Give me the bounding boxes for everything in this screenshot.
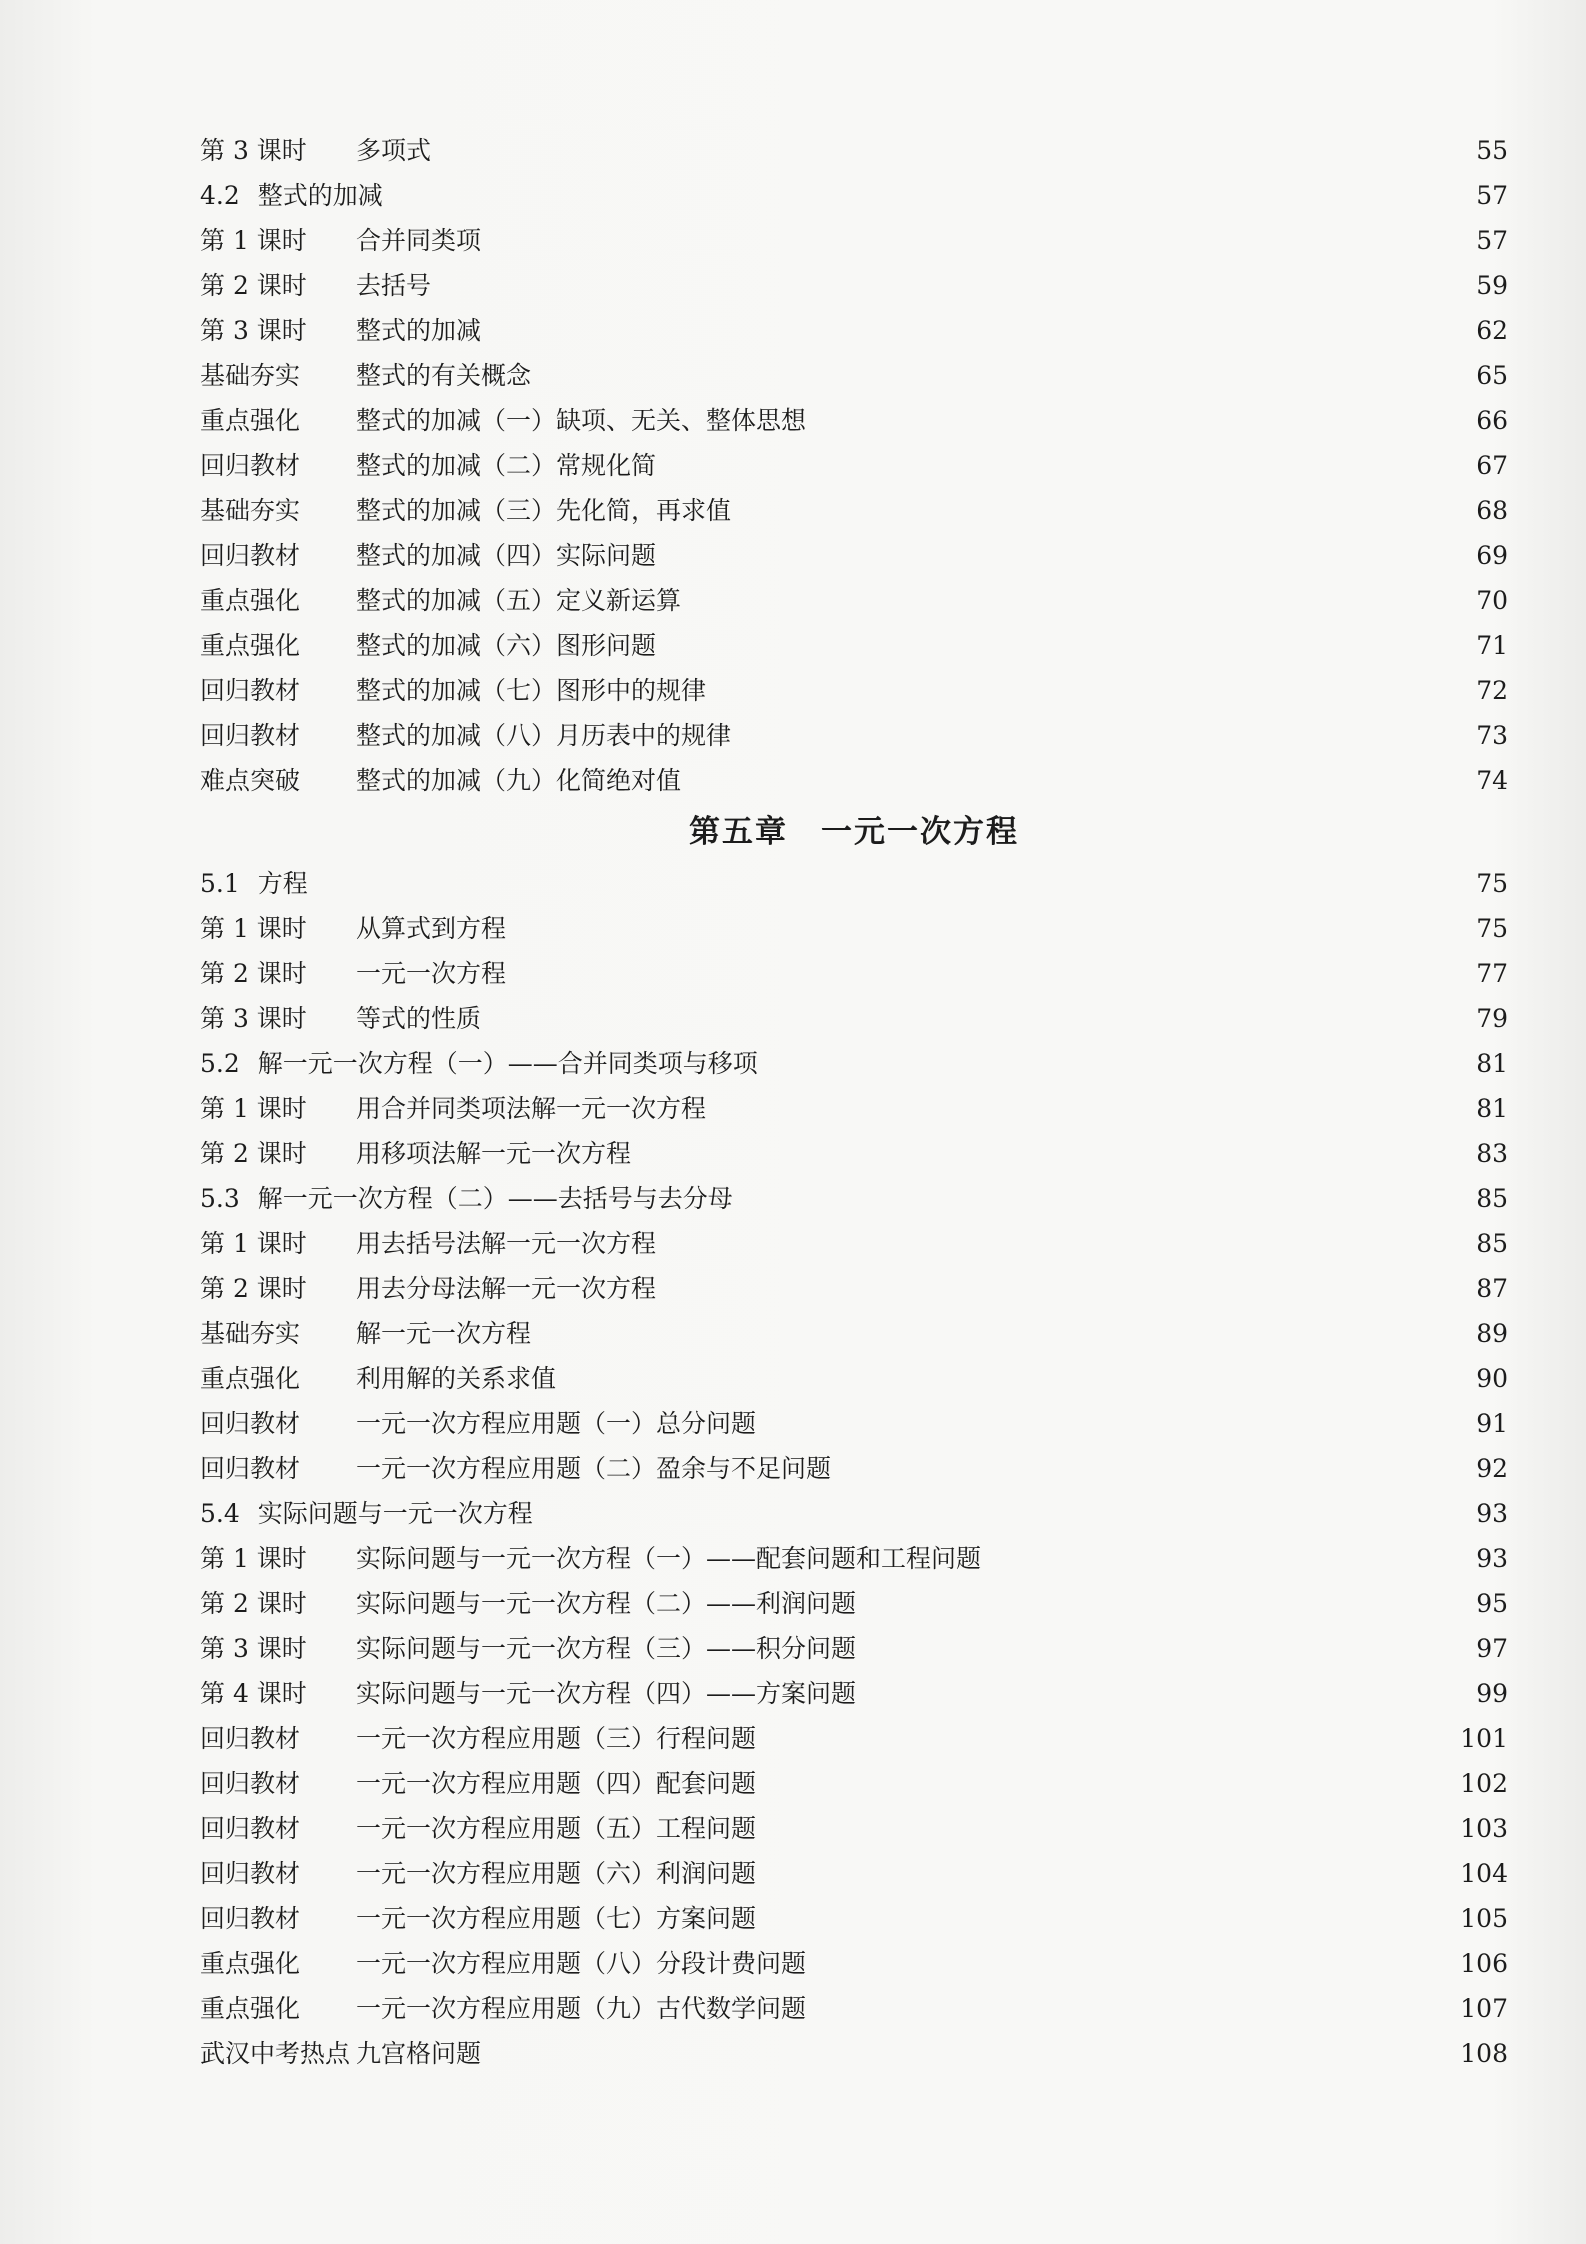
dot-leader	[760, 1851, 1456, 1896]
toc-entry-prefix: 回归教材	[200, 1814, 301, 1843]
toc-entry-page-number: 81	[1476, 1094, 1508, 1123]
dot-leader	[760, 1896, 1456, 1941]
toc-entry-title: 等式的性质	[356, 1004, 482, 1033]
dot-leader	[810, 1986, 1456, 2031]
dot-leader	[810, 1941, 1456, 1986]
toc-entry-page-number: 81	[1476, 1049, 1508, 1078]
toc-entry-page-number: 79	[1476, 1004, 1508, 1033]
toc-entry-page-number: 75	[1476, 869, 1508, 898]
toc-entry-title: 整式的加减（四）实际问题	[356, 541, 657, 570]
toc-entry-prefix: 难点突破	[200, 766, 301, 795]
toc-entry-title: 解一元一次方程	[356, 1319, 532, 1348]
table-of-contents	[200, 128, 1508, 2076]
toc-entry	[200, 353, 1508, 398]
toc-entry-page-number: 70	[1476, 586, 1508, 615]
toc-entry	[200, 861, 1508, 906]
toc-entry-title: 一元一次方程应用题（一）总分问题	[356, 1409, 757, 1438]
toc-entry	[200, 443, 1508, 488]
toc-entry-title: 从算式到方程	[356, 914, 507, 943]
toc-entry	[200, 713, 1508, 758]
toc-entry-page-number: 108	[1460, 2039, 1508, 2068]
toc-entry	[200, 173, 1508, 218]
dot-leader	[860, 1626, 1468, 1671]
toc-entry-prefix: 重点强化	[200, 1949, 301, 1978]
toc-entry-page-number: 66	[1476, 406, 1508, 435]
toc-entry-title: 用移项法解一元一次方程	[356, 1139, 632, 1168]
toc-entry-page-number: 57	[1476, 181, 1508, 210]
toc-entry-title: 一元一次方程应用题（三）行程问题	[356, 1724, 757, 1753]
toc-entry-prefix: 第 1 课时	[200, 1094, 307, 1123]
toc-entry-title: 实际问题与一元一次方程	[257, 1499, 533, 1528]
toc-entry-prefix: 回归教材	[200, 451, 301, 480]
toc-entry-title: 整式的加减（九）化简绝对值	[356, 766, 682, 795]
toc-entry-prefix: 回归教材	[200, 1859, 301, 1888]
toc-entry-page-number: 92	[1476, 1454, 1508, 1483]
dot-leader	[710, 1086, 1468, 1131]
toc-entry-page-number: 55	[1476, 136, 1508, 165]
toc-entry-prefix: 4.2	[200, 181, 240, 210]
toc-entry	[200, 1131, 1508, 1176]
toc-entry	[200, 1761, 1508, 1806]
toc-entry-page-number: 102	[1460, 1769, 1508, 1798]
toc-entry-title: 一元一次方程应用题（九）古代数学问题	[356, 1994, 807, 2023]
toc-entry-title: 一元一次方程应用题（四）配套问题	[356, 1769, 757, 1798]
dot-leader	[535, 1311, 1468, 1356]
dot-leader	[660, 1221, 1468, 1266]
toc-entry-prefix: 第 4 课时	[200, 1679, 307, 1708]
toc-entry-title: 整式的加减（三）先化简，再求值	[356, 496, 732, 525]
toc-entry-page-number: 59	[1476, 271, 1508, 300]
dot-leader	[735, 713, 1468, 758]
toc-entry-page-number: 69	[1476, 541, 1508, 570]
dot-leader	[735, 488, 1468, 533]
dot-leader	[860, 1671, 1468, 1716]
toc-entry-prefix: 第 1 课时	[200, 1544, 307, 1573]
toc-entry-title: 整式的加减（八）月历表中的规律	[356, 721, 732, 750]
toc-entry-title: 多项式	[356, 136, 432, 165]
toc-entry-page-number: 77	[1476, 959, 1508, 988]
toc-entry	[200, 1221, 1508, 1266]
dot-leader	[510, 951, 1468, 996]
toc-entry-title: 一元一次方程应用题（八）分段计费问题	[356, 1949, 807, 1978]
dot-leader	[435, 263, 1468, 308]
toc-entry	[200, 1446, 1508, 1491]
toc-entry-page-number: 65	[1476, 361, 1508, 390]
toc-entry-prefix: 第 1 课时	[200, 1229, 307, 1258]
toc-section-chapter-5	[200, 861, 1508, 2076]
toc-entry-page-number: 99	[1476, 1679, 1508, 1708]
toc-entry-title: 合并同类项	[356, 226, 482, 255]
toc-entry	[200, 1176, 1508, 1221]
toc-entry-title: 用去括号法解一元一次方程	[356, 1229, 657, 1258]
toc-entry-page-number: 90	[1476, 1364, 1508, 1393]
toc-entry-page-number: 71	[1476, 631, 1508, 660]
toc-entry	[200, 951, 1508, 996]
toc-entry	[200, 1356, 1508, 1401]
toc-entry-title: 一元一次方程应用题（七）方案问题	[356, 1904, 757, 1933]
toc-entry	[200, 263, 1508, 308]
toc-entry-prefix: 第 2 课时	[200, 1139, 307, 1168]
dot-leader	[560, 1356, 1468, 1401]
dot-leader	[485, 996, 1468, 1041]
toc-entry-prefix: 重点强化	[200, 1994, 301, 2023]
dot-leader	[685, 758, 1468, 803]
toc-entry-page-number: 83	[1476, 1139, 1508, 1168]
toc-entry	[200, 533, 1508, 578]
dot-leader	[635, 1131, 1468, 1176]
toc-entry-page-number: 73	[1476, 721, 1508, 750]
toc-entry	[200, 1536, 1508, 1581]
toc-entry	[200, 1401, 1508, 1446]
dot-leader	[312, 861, 1468, 906]
toc-entry	[200, 308, 1508, 353]
toc-entry-prefix: 回归教材	[200, 1724, 301, 1753]
dot-leader	[485, 2031, 1456, 2076]
toc-entry	[200, 1626, 1508, 1671]
toc-entry	[200, 1716, 1508, 1761]
toc-entry-page-number: 93	[1476, 1544, 1508, 1573]
toc-entry-prefix: 5.2	[200, 1049, 240, 1078]
toc-entry-page-number: 95	[1476, 1589, 1508, 1618]
toc-entry-title: 整式的加减	[257, 181, 383, 210]
toc-entry	[200, 1491, 1508, 1536]
toc-entry-prefix: 第 2 课时	[200, 1589, 307, 1618]
toc-entry	[200, 1806, 1508, 1851]
dot-leader	[435, 128, 1468, 173]
toc-entry	[200, 1311, 1508, 1356]
toc-entry	[200, 1086, 1508, 1131]
toc-entry-page-number: 106	[1460, 1949, 1508, 1978]
toc-entry-title: 去括号	[356, 271, 432, 300]
toc-entry-prefix: 第 3 课时	[200, 316, 307, 345]
toc-entry-prefix: 5.3	[200, 1184, 240, 1213]
toc-entry-prefix: 重点强化	[200, 586, 301, 615]
toc-entry-prefix: 重点强化	[200, 631, 301, 660]
toc-entry-prefix: 回归教材	[200, 676, 301, 705]
toc-entry-title: 方程	[257, 869, 308, 898]
dot-leader	[537, 1491, 1468, 1536]
toc-entry-page-number: 89	[1476, 1319, 1508, 1348]
toc-entry-prefix: 第 3 课时	[200, 1004, 307, 1033]
toc-entry-title: 一元一次方程应用题（二）盈余与不足问题	[356, 1454, 832, 1483]
toc-entry-title: 解一元一次方程（一）——合并同类项与移项	[257, 1049, 758, 1078]
toc-entry-prefix: 基础夯实	[200, 361, 301, 390]
toc-entry-title: 实际问题与一元一次方程（一）——配套问题和工程问题	[356, 1544, 982, 1573]
toc-entry-title: 整式的加减（一）缺项、无关、整体思想	[356, 406, 807, 435]
toc-entry-title: 整式的加减（五）定义新运算	[356, 586, 682, 615]
toc-entry-prefix: 重点强化	[200, 406, 301, 435]
toc-entry	[200, 578, 1508, 623]
toc-entry-page-number: 62	[1476, 316, 1508, 345]
dot-leader	[762, 1041, 1468, 1086]
toc-entry-prefix: 回归教材	[200, 1409, 301, 1438]
dot-leader	[660, 1266, 1468, 1311]
toc-entry	[200, 128, 1508, 173]
toc-entry	[200, 758, 1508, 803]
dot-leader	[860, 1581, 1468, 1626]
toc-entry	[200, 398, 1508, 443]
toc-entry-title: 整式的加减（二）常规化简	[356, 451, 657, 480]
toc-entry	[200, 668, 1508, 713]
toc-entry-title: 整式的加减	[356, 316, 482, 345]
toc-entry	[200, 1896, 1508, 1941]
toc-entry-page-number: 101	[1460, 1724, 1508, 1753]
toc-entry	[200, 1266, 1508, 1311]
toc-entry-title: 实际问题与一元一次方程（二）——利润问题	[356, 1589, 857, 1618]
toc-entry-prefix: 重点强化	[200, 1364, 301, 1393]
toc-entry-page-number: 72	[1476, 676, 1508, 705]
toc-entry-prefix: 第 1 课时	[200, 914, 307, 943]
toc-entry-page-number: 107	[1460, 1994, 1508, 2023]
toc-entry-prefix: 第 3 课时	[200, 136, 307, 165]
toc-entry	[200, 218, 1508, 263]
toc-entry-title: 利用解的关系求值	[356, 1364, 557, 1393]
dot-leader	[685, 578, 1468, 623]
toc-entry	[200, 2031, 1508, 2076]
dot-leader	[485, 308, 1468, 353]
toc-entry-title: 整式的加减（六）图形问题	[356, 631, 657, 660]
toc-entry	[200, 1041, 1508, 1086]
toc-entry-page-number: 103	[1460, 1814, 1508, 1843]
toc-entry	[200, 1986, 1508, 2031]
toc-entry-title: 九宫格问题	[356, 2039, 482, 2068]
toc-entry-page-number: 75	[1476, 914, 1508, 943]
dot-leader	[660, 533, 1468, 578]
dot-leader	[660, 623, 1468, 668]
toc-entry-prefix: 武汉中考热点	[200, 2039, 351, 2068]
toc-entry-page-number: 57	[1476, 226, 1508, 255]
toc-entry-page-number: 85	[1476, 1229, 1508, 1258]
toc-entry-prefix: 第 3 课时	[200, 1634, 307, 1663]
dot-leader	[810, 398, 1468, 443]
toc-entry-title: 解一元一次方程（二）——去括号与去分母	[257, 1184, 733, 1213]
toc-entry-prefix: 5.4	[200, 1499, 240, 1528]
toc-entry-prefix: 第 1 课时	[200, 226, 307, 255]
dot-leader	[535, 353, 1468, 398]
dot-leader	[760, 1401, 1468, 1446]
toc-entry-page-number: 87	[1476, 1274, 1508, 1303]
dot-leader	[387, 173, 1468, 218]
toc-entry-title: 一元一次方程应用题（六）利润问题	[356, 1859, 757, 1888]
toc-section-chapter-4	[200, 128, 1508, 803]
toc-entry	[200, 1581, 1508, 1626]
toc-entry-page-number: 97	[1476, 1634, 1508, 1663]
toc-entry-page-number: 93	[1476, 1499, 1508, 1528]
toc-entry	[200, 1851, 1508, 1896]
dot-leader	[737, 1176, 1468, 1221]
toc-entry-prefix: 第 2 课时	[200, 271, 307, 300]
toc-entry	[200, 623, 1508, 668]
chapter-heading: 第五章 一元一次方程	[689, 814, 1019, 850]
toc-entry-prefix: 基础夯实	[200, 1319, 301, 1348]
dot-leader	[760, 1761, 1456, 1806]
dot-leader	[660, 443, 1468, 488]
toc-entry-page-number: 85	[1476, 1184, 1508, 1213]
toc-entry-page-number: 105	[1460, 1904, 1508, 1933]
toc-entry	[200, 488, 1508, 533]
toc-entry-title: 整式的有关概念	[356, 361, 532, 390]
dot-leader	[710, 668, 1468, 713]
dot-leader	[485, 218, 1468, 263]
dot-leader	[985, 1536, 1468, 1581]
dot-leader	[760, 1806, 1456, 1851]
toc-entry	[200, 1671, 1508, 1716]
toc-entry-prefix: 第 2 课时	[200, 1274, 307, 1303]
toc-entry-page-number: 91	[1476, 1409, 1508, 1438]
toc-entry-title: 一元一次方程应用题（五）工程问题	[356, 1814, 757, 1843]
toc-entry-title: 实际问题与一元一次方程（三）——积分问题	[356, 1634, 857, 1663]
toc-entry-prefix: 第 2 课时	[200, 959, 307, 988]
toc-entry	[200, 996, 1508, 1041]
toc-entry-prefix: 基础夯实	[200, 496, 301, 525]
toc-entry-prefix: 5.1	[200, 869, 240, 898]
toc-entry-prefix: 回归教材	[200, 721, 301, 750]
toc-entry-prefix: 回归教材	[200, 1454, 301, 1483]
toc-entry-prefix: 回归教材	[200, 1904, 301, 1933]
toc-entry-page-number: 67	[1476, 451, 1508, 480]
toc-entry	[200, 1941, 1508, 1986]
toc-entry-page-number: 68	[1476, 496, 1508, 525]
toc-entry-title: 实际问题与一元一次方程（四）——方案问题	[356, 1679, 857, 1708]
toc-entry-title: 用去分母法解一元一次方程	[356, 1274, 657, 1303]
toc-entry-title: 一元一次方程	[356, 959, 507, 988]
toc-entry-page-number: 104	[1460, 1859, 1508, 1888]
toc-entry-title: 用合并同类项法解一元一次方程	[356, 1094, 707, 1123]
toc-entry-page-number: 74	[1476, 766, 1508, 795]
dot-leader	[835, 1446, 1468, 1491]
dot-leader	[760, 1716, 1456, 1761]
dot-leader	[510, 906, 1468, 951]
toc-entry-title: 整式的加减（七）图形中的规律	[356, 676, 707, 705]
toc-entry-prefix: 回归教材	[200, 541, 301, 570]
toc-entry	[200, 906, 1508, 951]
toc-entry-prefix: 回归教材	[200, 1769, 301, 1798]
